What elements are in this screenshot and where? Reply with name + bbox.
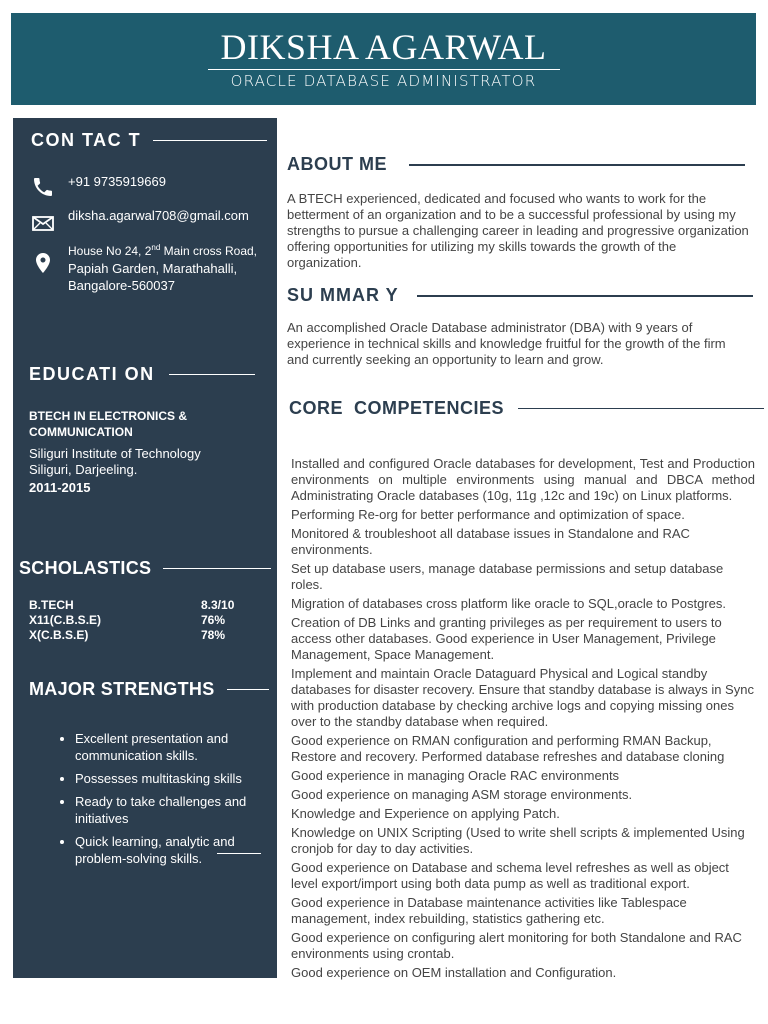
about-heading: [287, 154, 745, 175]
competency-item: Good experience in Database maintenance activities like Tablespace management, index rebuilding, statistics gathering etc.: [291, 895, 687, 926]
address-line-3: Bangalore-560037: [68, 278, 175, 293]
about-heading-text: ABOUT ME: [287, 154, 387, 174]
strength-item: • Ready to take challenges and initiatives: [75, 793, 255, 827]
address-line-1: [68, 239, 257, 260]
email-address: diksha.agarwal708@gmail.com: [68, 208, 249, 223]
address-line-1-post: Main cross Road,: [160, 244, 257, 258]
strength-item: • Excellent presentation and communication skills.: [75, 730, 255, 764]
scholastics-label: X(C.B.S.E): [29, 628, 89, 642]
candidate-title: ORACLE DATABASE ADMINISTRATOR: [230, 72, 537, 90]
competencies-heading: [289, 398, 764, 419]
summary-heading-text: SU MMAR Y: [287, 285, 399, 305]
scholastics-heading-rule: [163, 568, 271, 570]
candidate-name: DIKSHA AGARWAL: [220, 27, 547, 67]
resume-header: [11, 13, 756, 105]
phone-number: +91 9735919669: [68, 174, 166, 189]
email-icon: [31, 211, 55, 235]
competency-item: Good experience on managing ASM storage environments.: [291, 787, 633, 802]
location-pin-icon: [31, 251, 55, 275]
scholastics-label: B.TECH: [29, 598, 74, 612]
sidebar: [13, 118, 277, 978]
scholastics-row: [29, 628, 249, 643]
strengths-list: [51, 730, 255, 873]
scholastics-row: [29, 598, 249, 613]
contact-phone: [31, 175, 166, 199]
summary-text: An accomplished Oracle Database administrator (DBA) with 9 years of experience in technical skills and knowledge fruitful for the growth of the firm and currently seeking an opportunity to learn and grow.: [287, 320, 726, 367]
address-line-1-pre: House No 24, 2: [68, 244, 152, 258]
scholastics-heading: [19, 558, 271, 579]
competency-item: Monitored & troubleshoot all database issues in Standalone and RAC environments.: [291, 526, 690, 557]
competency-item: Good experience on OEM installation and Configuration.: [291, 965, 617, 980]
scholastics-value: 8.3/10: [201, 598, 235, 612]
competency-item: Good experience in managing Oracle RAC environments: [291, 768, 620, 783]
address-block: [68, 239, 257, 294]
strengths-heading-text: MAJOR STRENGTHS: [29, 679, 215, 699]
contact-heading-text: CON TAC T: [31, 130, 142, 150]
summary-heading-rule: [417, 295, 753, 297]
strengths-heading-rule: [227, 689, 269, 691]
scholastics-value: 78%: [201, 628, 226, 642]
education-school-line-2: Siliguri, Darjeeling.: [29, 462, 138, 477]
name-underline: [208, 69, 560, 70]
contact-heading-rule: [153, 140, 267, 142]
contact-email: [31, 208, 249, 235]
education-heading-text: EDUCATI ON: [29, 364, 155, 384]
competency-item: Creation of DB Links and granting privileges as per requirement to users to access other databases. Good experience in User Management, Privilege Management, Space Management.: [291, 615, 722, 662]
scholastics-heading-text: SCHOLASTICS: [19, 558, 152, 578]
phone-icon: [31, 175, 55, 199]
competency-item: Good experience on RMAN configuration and performing RMAN Backup, Restore and recovery. Performed database refreshes and database cloning: [291, 733, 725, 764]
competency-item: Good experience on configuring alert monitoring for both Standalone and RAC environments using crontab.: [291, 930, 742, 961]
competency-item: Implement and maintain Oracle Dataguard Physical and Logical standby databases for disaster recovery. Ensure that standby database is always in Sync with production database by checking archive logs and copying missing ones over to the standby database when required.: [291, 666, 754, 729]
scholastics-row: [29, 613, 249, 628]
education-years: 2011-2015: [29, 480, 91, 495]
education-school: [29, 446, 201, 478]
competencies-heading-text: CORE COMPETENCIES: [289, 398, 505, 418]
competency-item: Installed and configured Oracle databases for development, Test and Production environments on multiple environments using manual and DBCA method Administrating Oracle databases (10g, 11g ,12c and 19c) on Linux platforms.: [291, 456, 755, 503]
summary-heading: [287, 285, 753, 306]
competency-item: Good experience on Database and schema level refreshes as well as object level export/import using both data pump as well as traditional export.: [291, 860, 729, 891]
education-degree: BTECH IN ELECTRONICS & COMMUNICATION: [29, 409, 188, 439]
strengths-heading: [29, 679, 269, 700]
competency-item: Performing Re-org for better performance and optimization of space.: [291, 507, 685, 522]
competency-item: Set up database users, manage database permissions and setup database roles.: [291, 561, 724, 592]
education-heading-rule: [169, 374, 255, 376]
about-text: A BTECH experienced, dedicated and focused who wants to work for the betterment of an organization and to be a successful professional by using my strengths to pursue a challenging career in leading and progressive organization offering opportunities for utilizing my skills towards the growth of the organization.: [287, 191, 749, 270]
contact-address: [31, 243, 257, 294]
competency-item: Knowledge and Experience on applying Patch.: [291, 806, 560, 821]
address-sup: nd: [151, 243, 161, 252]
address-line-2: Papiah Garden, Marathahalli,: [68, 261, 238, 276]
competency-item: Migration of databases cross platform like oracle to SQL,oracle to Postgres.: [291, 596, 726, 611]
scholastics-value: 76%: [201, 613, 226, 627]
strength-item: • Quick learning, analytic and problem-solving skills.: [75, 833, 255, 867]
education-heading: [29, 364, 255, 385]
competency-item: Knowledge on UNIX Scripting (Used to write shell scripts & implemented Using cronjob for day to day activities.: [291, 825, 745, 856]
scholastics-table: [29, 598, 249, 643]
strengths-divider: [217, 853, 261, 854]
scholastics-label: X11(C.B.S.E): [29, 613, 102, 627]
about-heading-rule: [409, 164, 745, 166]
education-school-line-1: Siliguri Institute of Technology: [29, 446, 201, 461]
competencies-list: [291, 456, 755, 984]
competencies-heading-rule: [518, 408, 764, 409]
contact-heading: [31, 130, 267, 151]
strength-item: • Possesses multitasking skills: [75, 770, 255, 787]
